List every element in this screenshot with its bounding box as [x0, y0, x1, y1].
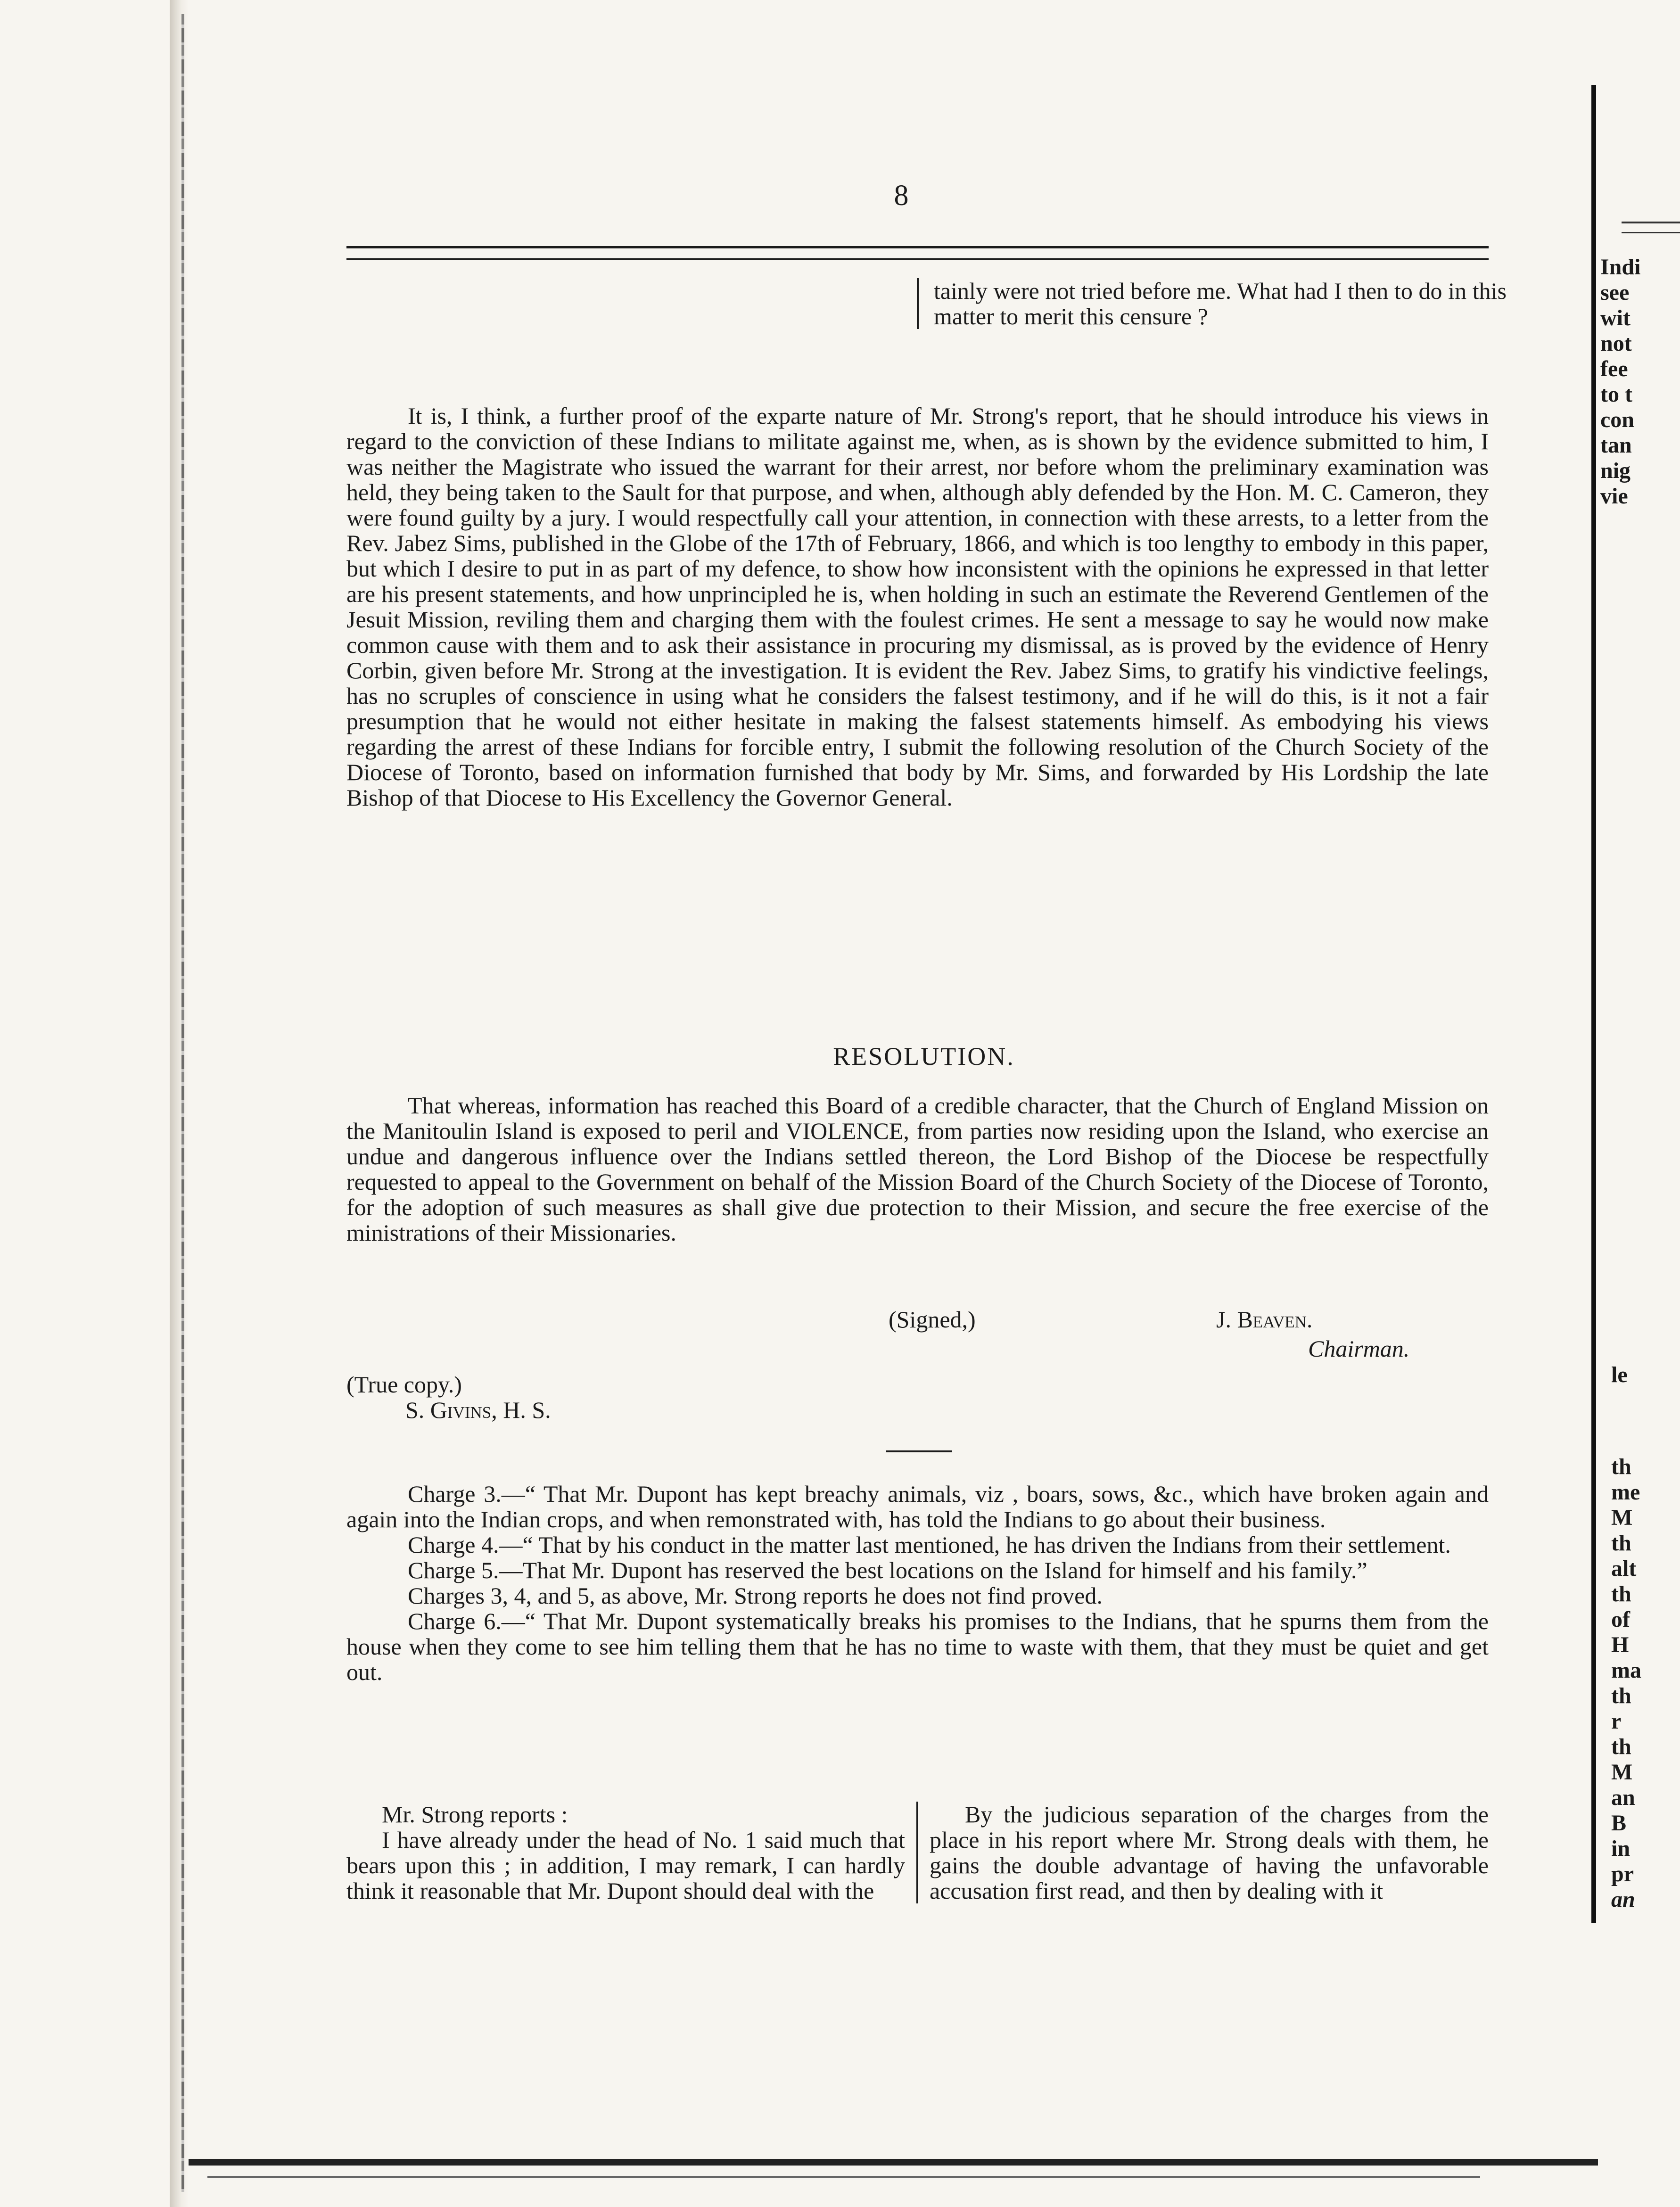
charge-6: Charge 6.—“ That Mr. Dupont systematically breaks his promises to the Indians, that he spurns them from the house when they come to see him telling them that he has no time to waste with them, that they must be quiet and get out. [346, 1608, 1489, 1685]
right-column-text: By the judicious separation of the charges from the place in his report where Mr. Strong deals with them, he gains the double advantage of having the unfavorable accusation first read, and then by dealing with it [930, 1801, 1489, 1904]
charge-3: Charge 3.—“ That Mr. Dupont has kept breachy animals, viz , boars, sows, &c., which have broken again and again into the Indian crops, and when remonstrated with, has told the Indians to go about their business. [346, 1481, 1489, 1532]
facing-page-rule [1622, 222, 1680, 223]
fragment-line ital: an [1611, 1887, 1635, 1912]
fragment-line: M [1611, 1760, 1633, 1785]
signed-label: (Signed,) [889, 1306, 976, 1333]
fragment-line: th [1611, 1454, 1631, 1479]
charge-4: Charge 4.—“ That by his conduct in the matter last mentioned, he has driven the Indians from their settlement. [408, 1532, 1451, 1558]
resolution-heading: RESOLUTION. [833, 1042, 1015, 1071]
left-column [346, 1802, 918, 1903]
fragment-line: H [1611, 1632, 1629, 1657]
fragment-line: not [1600, 331, 1632, 356]
fragment-line: th [1611, 1531, 1631, 1556]
facing-page-fragment-mid: le [1611, 1362, 1628, 1387]
charges-list [346, 1481, 1489, 1685]
fragment-line: alt [1611, 1556, 1637, 1581]
page-number: 8 [894, 180, 909, 212]
section-divider [886, 1450, 952, 1452]
fragment-line: M [1611, 1505, 1633, 1530]
fragment-line: con [1600, 407, 1634, 432]
signer-name: J. Beaven. [1216, 1306, 1313, 1333]
continued-column-text: tainly were not tried before me. What had I then to do in this matter to merit this censure ? [934, 278, 1507, 329]
bottom-edge-rule [189, 2159, 1598, 2166]
fragment-line: B [1611, 1811, 1627, 1836]
charge-5: Charge 5.—That Mr. Dupont has reserved the best locations on the Island for himself and his family.” [408, 1557, 1367, 1583]
header-rule [346, 246, 1489, 248]
main-paragraph-text: It is, I think, a further proof of the exparte nature of Mr. Strong's report, that he should introduce his views in regard to the conviction of these Indians to militate against me, when, as is shown by the evidence submitted to him, I was neither the Magistrate who issued the warrant for their arrest, nor before whom the preliminary examination was held, they being taken to the Sault for that purpose, and when, although ably defended by the Hon. M. C. Cameron, they were found guilty by a jury. I would respectfully call your attention, in connection with these arrests, to a letter from the Rev. Jabez Sims, published in the Globe of the 17th of February, 1866, and which is too lengthy to embody in this paper, but which I desire to put in as part of my defence, to show how inconsistent with the opinions he expressed in that letter are his present statements, and how unprincipled he is, when holding in such an estimate the Reverend Gentlemen of the Jesuit Mission, reviling them and charging them with the foulest crimes. He sent a message to say he would now make common cause with them and to ask their assistance in procuring my dismissal, as is proved by the evidence of Henry Corbin, given before Mr. Strong at the investigation. It is evident the Rev. Jabez Sims, to gratify his vindictive feelings, has no scruples of conscience in using what he considers the falsest testimony, and if he will do this, is it not a fair presumption that he would not either hesitate in making the falsest statements himself. As embodying his views regarding the arrest of these Indians for forcible entry, I submit the following resolution of the Church Society of the Diocese of Toronto, based on information furnished that body by Mr. Sims, and forwarded by His Lordship the late Bishop of that Diocese to His Excellency the Governor General. [346, 403, 1489, 811]
fragment-line: me [1611, 1480, 1640, 1505]
page-fold-edge [1591, 85, 1596, 1923]
fragment-line: of [1611, 1607, 1630, 1632]
fragment-line: r [1611, 1709, 1622, 1734]
fragment-line: pr [1611, 1861, 1634, 1886]
continued-column [917, 278, 1507, 329]
left-column-text: I have already under the head of No. 1 said much that bears upon this ; in addition, I may remark, I can hardly think it reasonable that Mr. Dupont should deal with the [346, 1827, 905, 1904]
fragment-line: an [1611, 1785, 1635, 1810]
fragment-line: tan [1600, 433, 1632, 458]
fragment-line: th [1611, 1581, 1631, 1606]
binding-shadow [170, 0, 189, 2207]
main-paragraph [346, 403, 1489, 810]
fragment-line: nig [1600, 458, 1631, 483]
fragment-line: wit [1600, 305, 1631, 330]
left-column-lead: Mr. Strong reports : [382, 1801, 568, 1828]
resolution-text: That whereas, information has reached this Board of a credible character, that the Church of England Mission on the Manitoulin Island is exposed to peril and VIOLENCE, from parties now residing upon the Island, who exercise an undue and dangerous influence over the Indians settled thereon, the Lord Bishop of the Diocese be respectfully requested to appeal to the Government on behalf of the Mission Board of the Church Society of the Diocese of Toronto, for the adoption of such measures as shall give due protection to their Mission, and secure the free exercise of the ministrations of their Missionaries. [346, 1092, 1489, 1246]
facing-page-rule-thin [1622, 232, 1680, 233]
fragment-line: Indi [1600, 255, 1641, 280]
fragment-line: th [1611, 1734, 1631, 1759]
binding-edge [181, 14, 184, 2192]
right-column [930, 1802, 1489, 1903]
resolution-body [346, 1093, 1489, 1245]
true-copy-label: (True copy.) [346, 1371, 462, 1398]
facing-page-fragments-top [1600, 255, 1676, 509]
signer-title: Chairman. [1308, 1335, 1410, 1362]
fragment-line: to t [1600, 382, 1632, 407]
fragment-line: see [1600, 280, 1630, 305]
secretary-signature: S. Givins, H. S. [405, 1397, 551, 1423]
fragment-line: in [1611, 1836, 1631, 1861]
header-rule-thin [346, 258, 1489, 260]
bottom-edge-rule-thin [207, 2176, 1480, 2178]
fragment-line: fee [1600, 356, 1628, 381]
facing-page-fragments-bottom [1611, 1454, 1680, 1912]
fragment-line: vie [1600, 484, 1628, 509]
fragment-line: ma [1611, 1658, 1641, 1683]
charges-summary: Charges 3, 4, and 5, as above, Mr. Strong reports he does not find proved. [408, 1582, 1103, 1609]
fragment-line: th [1611, 1683, 1631, 1708]
